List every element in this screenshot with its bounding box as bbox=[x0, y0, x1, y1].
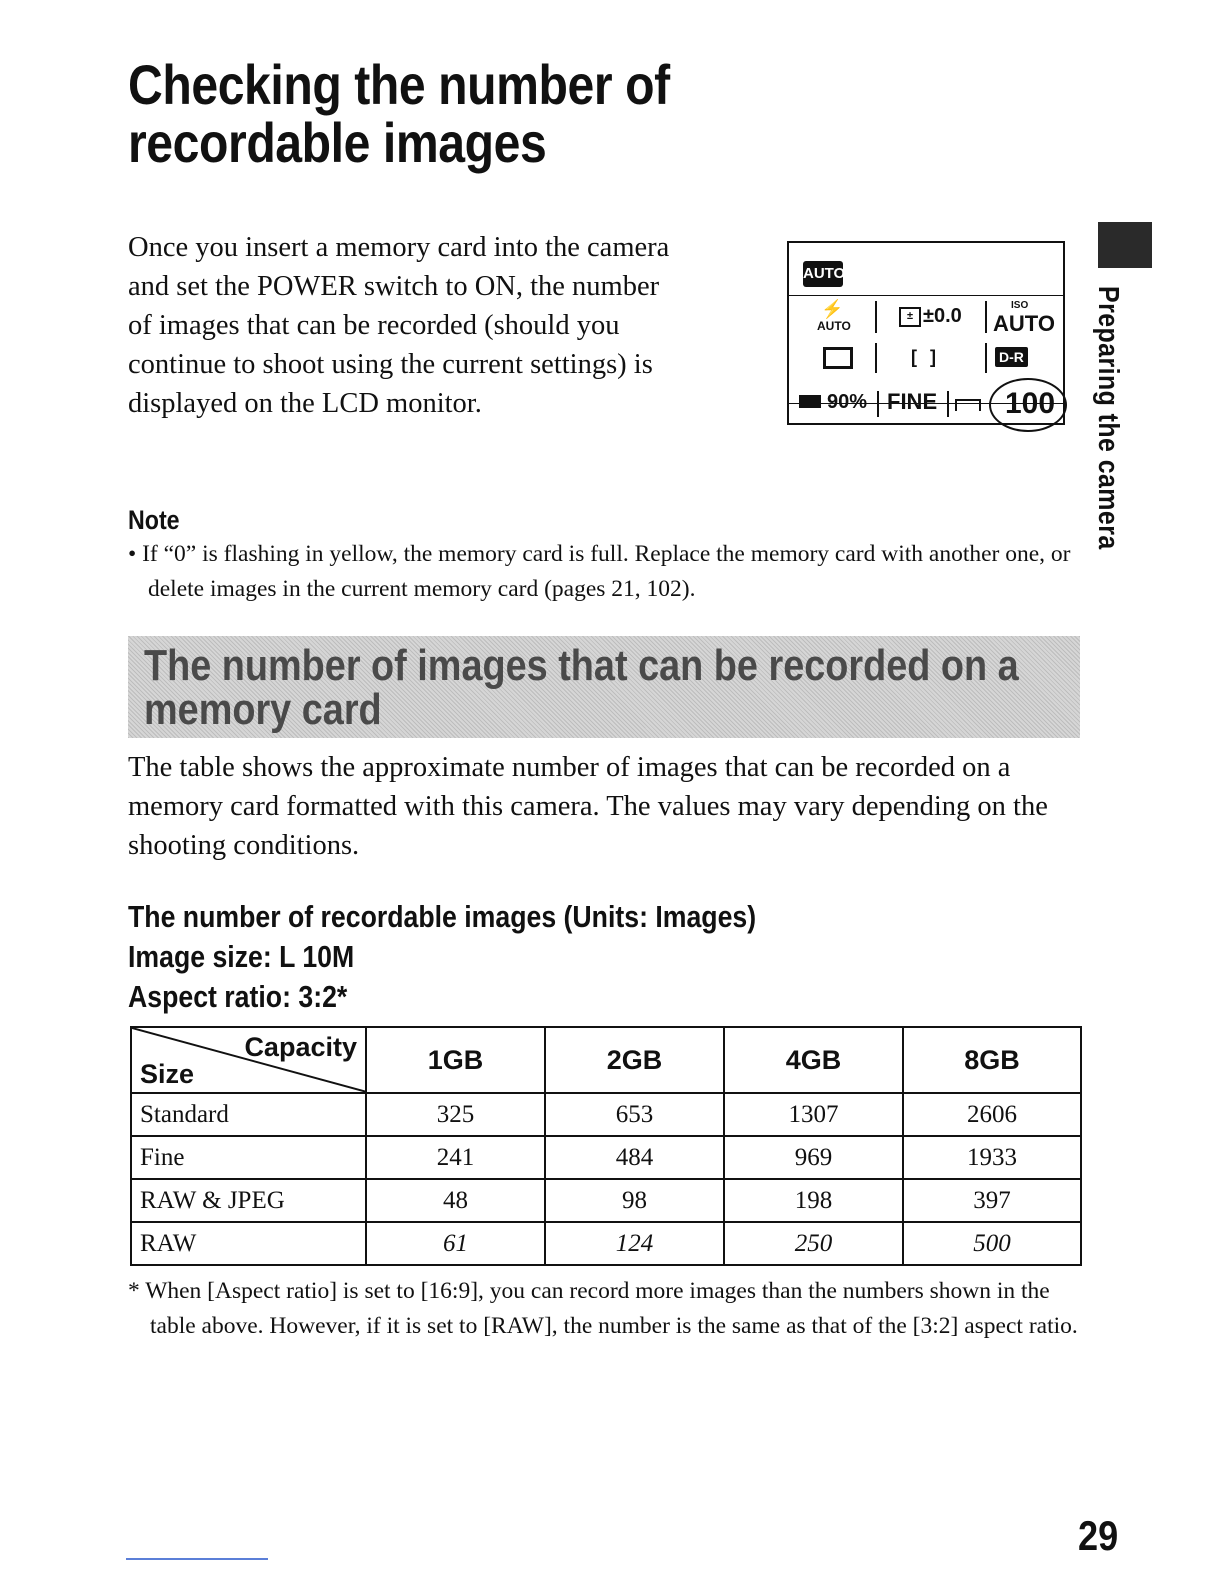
table-cell: 1307 bbox=[724, 1093, 903, 1136]
image-size-heading: Image size: L 10M bbox=[128, 939, 355, 974]
table-footnote: * When [Aspect ratio] is set to [16:9], you can record more images than the numbers shown in the table above. However, if it is set to [RAW], the number is the same as that of the [3:2] aspect ratio. bbox=[128, 1278, 1078, 1339]
lcd-separator bbox=[875, 301, 877, 333]
table-row bbox=[131, 1222, 1081, 1265]
table-cell: 198 bbox=[724, 1179, 903, 1222]
lcd-separator bbox=[875, 343, 877, 373]
table-cell: 325 bbox=[366, 1093, 545, 1136]
table-row bbox=[131, 1179, 1081, 1222]
capacity-header: Capacity bbox=[244, 1032, 357, 1062]
aspect-ratio-heading: Aspect ratio: 3:2* bbox=[128, 979, 348, 1014]
table-cell: 250 bbox=[724, 1222, 903, 1265]
section-tab-marker bbox=[1098, 222, 1152, 268]
row-label: RAW & JPEG bbox=[131, 1179, 366, 1222]
iso-value: AUTO bbox=[993, 311, 1055, 336]
table-cell: 2606 bbox=[903, 1093, 1081, 1136]
footer-rule bbox=[126, 1558, 268, 1560]
side-section-label: Preparing the camera bbox=[1092, 286, 1124, 550]
table-row bbox=[131, 1136, 1081, 1179]
table-cell: 124 bbox=[545, 1222, 724, 1265]
row-label: Standard bbox=[131, 1093, 366, 1136]
exposure-compensation-icon: ± bbox=[899, 307, 921, 327]
battery-level: 90% bbox=[827, 391, 868, 413]
row-label: Fine bbox=[131, 1136, 366, 1179]
size-capacity-header bbox=[131, 1027, 366, 1093]
page-title: Checking the number of recordable images bbox=[128, 53, 670, 174]
note-text: • If “0” is flashing in yellow, the memory card is full. Replace the memory card with another one, or delete images in the current memory card (pages 21, 102). bbox=[128, 541, 1071, 602]
flash-mode-label: AUTO bbox=[817, 319, 851, 333]
table-cell: 241 bbox=[366, 1136, 545, 1179]
dro-icon: D-R bbox=[995, 347, 1028, 367]
lcd-separator bbox=[947, 391, 949, 417]
flash-icon: ⚡ bbox=[821, 299, 844, 319]
drive-mode-icon bbox=[823, 347, 853, 369]
exposure-value: ±0.0 bbox=[923, 305, 962, 327]
lcd-divider bbox=[789, 295, 1063, 296]
table-cell: 61 bbox=[366, 1222, 545, 1265]
page-number: 29 bbox=[1078, 1512, 1119, 1559]
recordable-images-table bbox=[130, 1026, 1082, 1266]
lcd-separator bbox=[877, 391, 879, 417]
auto-mode-icon: AUTO bbox=[803, 261, 843, 287]
column-header: 2GB bbox=[545, 1027, 724, 1093]
table-intro-paragraph: The table shows the approximate number of images that can be recorded on a memory card formatted with this camera. The values may vary depending on the shooting conditions. bbox=[128, 752, 1048, 861]
table-row bbox=[131, 1093, 1081, 1136]
memory-card-icon bbox=[955, 399, 981, 411]
lcd-separator bbox=[985, 343, 987, 373]
table-cell: 397 bbox=[903, 1179, 1081, 1222]
section-banner bbox=[128, 636, 1080, 738]
column-header: 1GB bbox=[366, 1027, 545, 1093]
table-header-row bbox=[131, 1027, 1081, 1093]
af-area-icon: [ ] bbox=[911, 347, 940, 367]
battery-icon bbox=[799, 395, 821, 408]
table-cell: 500 bbox=[903, 1222, 1081, 1265]
table-cell: 98 bbox=[545, 1179, 724, 1222]
remaining-images-count: 100 bbox=[1005, 387, 1056, 420]
lcd-separator bbox=[985, 301, 987, 333]
table-cell: 969 bbox=[724, 1136, 903, 1179]
table-cell: 653 bbox=[545, 1093, 724, 1136]
column-header: 8GB bbox=[903, 1027, 1081, 1093]
table-heading: The number of recordable images (Units: Images) bbox=[128, 899, 757, 934]
intro-paragraph: Once you insert a memory card into the camera and set the POWER switch to ON, the number of images that can be recorded (should you continue to shoot using the current settings) is displayed on the LCD monitor. bbox=[128, 232, 670, 419]
iso-label: ISO bbox=[1011, 300, 1029, 311]
table-cell: 48 bbox=[366, 1179, 545, 1222]
section-banner-title: The number of images that can be recorded on a memory card bbox=[144, 641, 1019, 734]
row-label: RAW bbox=[131, 1222, 366, 1265]
lcd-monitor-illustration bbox=[787, 241, 1065, 425]
table-cell: 484 bbox=[545, 1136, 724, 1179]
table-cell: 1933 bbox=[903, 1136, 1081, 1179]
note-heading: Note bbox=[128, 505, 180, 535]
column-header: 4GB bbox=[724, 1027, 903, 1093]
size-header: Size bbox=[140, 1059, 195, 1089]
image-quality: FINE bbox=[887, 389, 938, 414]
